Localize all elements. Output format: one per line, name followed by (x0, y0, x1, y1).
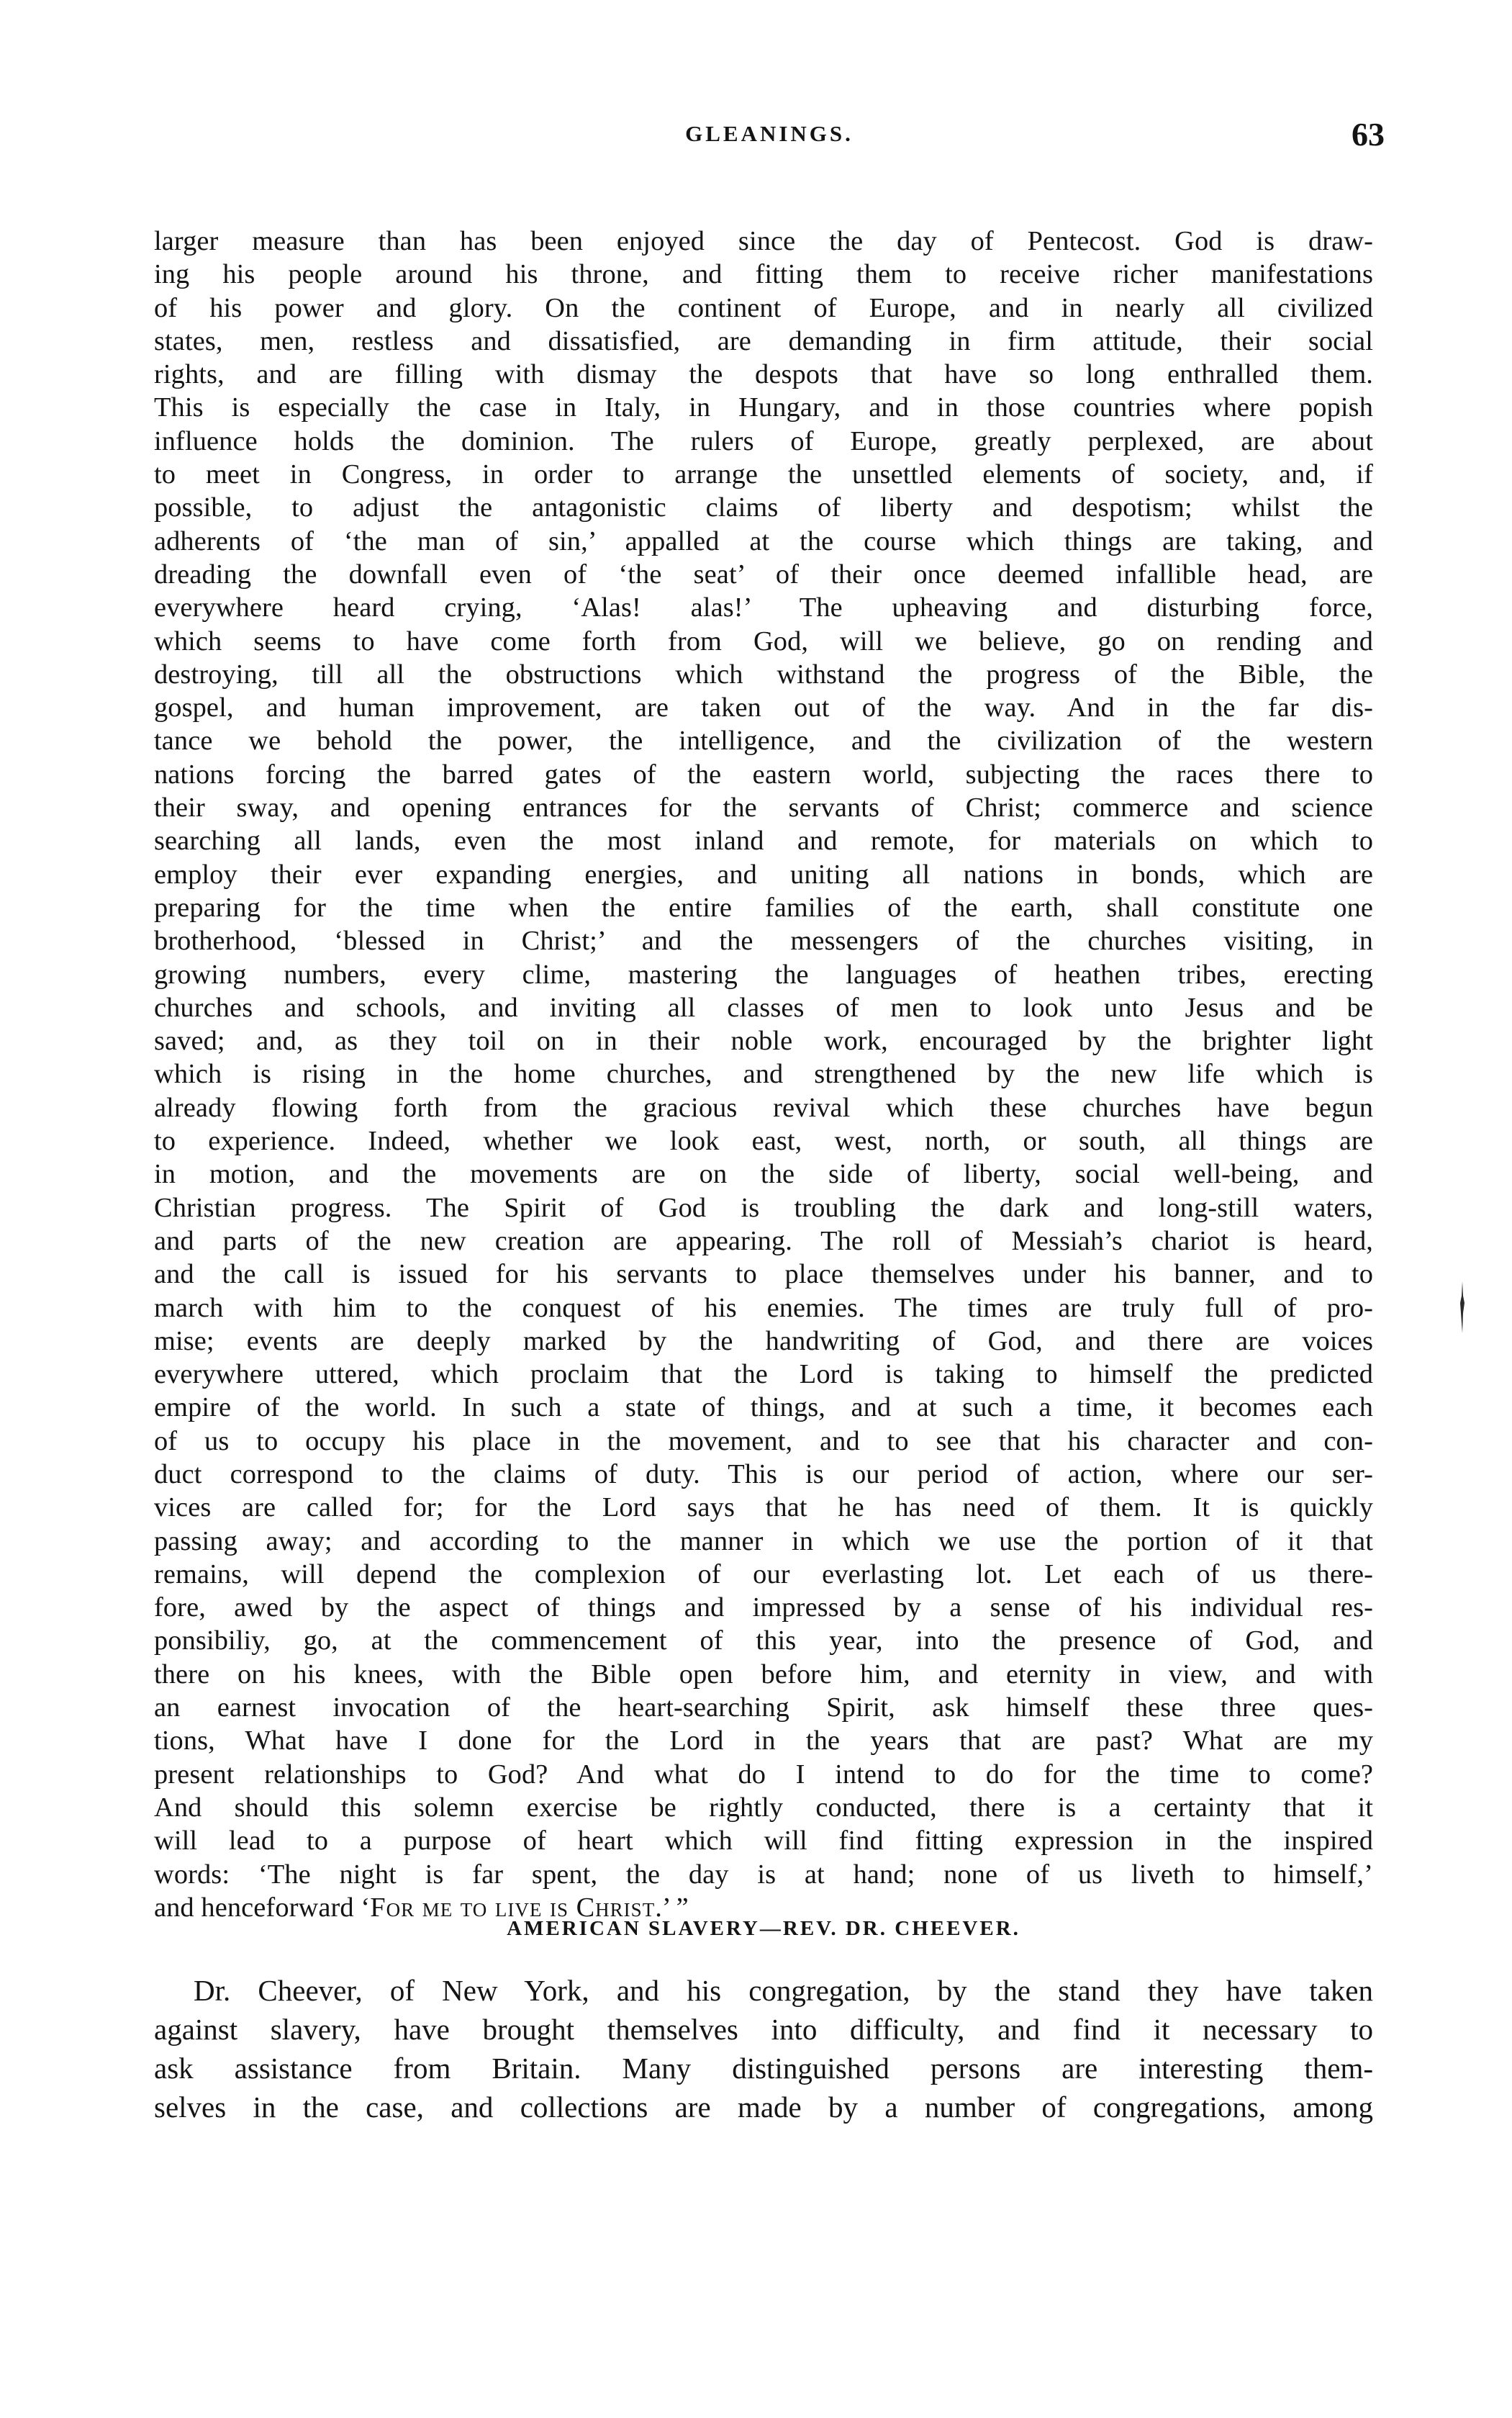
page-number: 63 (1352, 116, 1385, 153)
text-line: ing his people around his throne, and fitting them to receive richer manifestations (154, 259, 1373, 290)
text-line: ponsibiliy, go, at the commencement of this year, into the presence of God, and (154, 1625, 1373, 1656)
text-line: vices are called for; for the Lord says that he has need of them. It is quickly (154, 1492, 1373, 1523)
text-line: their sway, and opening entrances for the servants of Christ; commerce and science (154, 793, 1373, 824)
text-line: mise; events are deeply marked by the handwriting of God, and there are voices (154, 1325, 1373, 1356)
text-line: destroying, till all the obstructions which withstand the progress of the Bible, the (154, 659, 1373, 690)
text-line: which seems to have come forth from God, will we believe, go on rending and (154, 626, 1373, 657)
text-line: And should this solemn exercise be rightly conducted, there is a certainty that it (154, 1792, 1373, 1823)
margin-ink-mark (1458, 1281, 1467, 1333)
text-line: fore, awed by the aspect of things and impressed by a sense of his individual res- (154, 1592, 1373, 1623)
text-line: and the call is issued for his servants to place themselves under his banner, and to (154, 1259, 1373, 1290)
text-line: will lead to a purpose of heart which will find fitting expression in the inspired (154, 1826, 1373, 1857)
text-line: larger measure than has been enjoyed since the day of Pentecost. God is draw- (154, 226, 1373, 256)
text-line: passing away; and according to the manner in which we use the portion of it that (154, 1525, 1373, 1556)
text-line: everywhere heard crying, ‘Alas! alas!’ The upheaving and disturbing force, (154, 592, 1373, 623)
text-line: brotherhood, ‘blessed in Christ;’ and the messengers of the churches visiting, in (154, 926, 1373, 957)
text-line: churches and schools, and inviting all classes of men to look unto Jesus and be (154, 992, 1373, 1023)
closing-quote-smallcaps: For me to live is Christ (370, 1892, 656, 1923)
text-line: adherents of ‘the man of sin,’ appalled at the course which things are taking, and (154, 525, 1373, 556)
text-line: remains, will depend the complexion of our everlasting lot. Let each of us there- (154, 1558, 1373, 1589)
text-line: Dr. Cheever, of New York, and his congregation, by the stand they have taken (194, 1974, 1373, 2007)
text-line: there on his knees, with the Bible open before him, and eternity in view, and with (154, 1659, 1373, 1690)
text-line: an earnest invocation of the heart-searching Spirit, ask himself these three ques- (154, 1692, 1373, 1723)
text-line: influence holds the dominion. The rulers of Europe, greatly perplexed, are about (154, 425, 1373, 456)
text-line: selves in the case, and collections are made by a number of congregations, among (154, 2090, 1373, 2124)
text-line: in motion, and the movements are on the side of liberty, social well-being, and (154, 1159, 1373, 1190)
text-line: possible, to adjust the antagonistic claims of liberty and despotism; whilst the (154, 492, 1373, 523)
text-line: empire of the world. In such a state of things, and at such a time, it becomes each (154, 1392, 1373, 1423)
text-line: dreading the downfall even of ‘the seat’ of their once deemed infallible head, are (154, 559, 1373, 590)
article-body (154, 225, 1373, 1924)
text-line: against slavery, have brought themselves into difficulty, and find it necessary to (154, 2013, 1373, 2046)
text-line: duct correspond to the claims of duty. This is our period of action, where our ser- (154, 1458, 1373, 1489)
text-line: tance we behold the power, the intelligence, and the civilization of the western (154, 726, 1373, 757)
text-line: gospel, and human improvement, are taken out of the way. And in the far dis- (154, 693, 1373, 723)
text-line: which is rising in the home churches, and strengthened by the new life which is (154, 1059, 1373, 1090)
closing-suffix: .’ ” (655, 1892, 689, 1923)
text-line: to meet in Congress, in order to arrange the unsettled elements of society, and, if (154, 459, 1373, 490)
section-body (154, 1971, 1373, 2126)
running-title: GLEANINGS. (685, 121, 854, 146)
text-line: Christian progress. The Spirit of God is troubling the dark and long-still waters, (154, 1192, 1373, 1223)
running-head (154, 116, 1385, 164)
text-line: march with him to the conquest of his enemies. The times are truly full of pro- (154, 1292, 1373, 1323)
closing-prefix: and henceforward ‘ (154, 1892, 371, 1923)
text-line: states, men, restless and dissatisfied, are demanding in firm attitude, their social (154, 325, 1373, 356)
text-line: tions, What have I done for the Lord in the years that are past? What are my (154, 1725, 1373, 1756)
text-line: of us to occupy his place in the movement, and to see that his character and con- (154, 1425, 1373, 1456)
text-line: and parts of the new creation are appearing. The roll of Messiah’s chariot is heard, (154, 1225, 1373, 1256)
text-line: words: ‘The night is far spent, the day is at hand; none of us liveth to himself,’ (154, 1859, 1373, 1890)
text-line: ask assistance from Britain. Many distinguished persons are interesting them- (154, 2052, 1373, 2085)
text-line: to experience. Indeed, whether we look east, west, north, or south, all things are (154, 1126, 1373, 1157)
text-line: already flowing forth from the gracious revival which these churches have begun (154, 1092, 1373, 1123)
text-line: of his power and glory. On the continent of Europe, and in nearly all civilized (154, 292, 1373, 323)
text-line: growing numbers, every clime, mastering the languages of heathen tribes, erecting (154, 959, 1373, 990)
text-line: present relationships to God? And what do I intend to do for the time to come? (154, 1759, 1373, 1790)
text-line: employ their ever expanding energies, and uniting all nations in bonds, which are (154, 859, 1373, 890)
text-line: rights, and are filling with dismay the despots that have so long enthralled them. (154, 359, 1373, 390)
section-heading: AMERICAN SLAVERY—REV. DR. CHEEVER. (507, 1917, 1020, 1940)
text-line: nations forcing the barred gates of the eastern world, subjecting the races there to (154, 759, 1373, 790)
text-line: This is especially the case in Italy, in Hungary, and in those countries where popish (154, 392, 1373, 423)
text-line: everywhere uttered, which proclaim that the Lord is taking to himself the predicted (154, 1359, 1373, 1390)
text-line: saved; and, as they toil on in their noble work, encouraged by the brighter light (154, 1026, 1373, 1057)
text-line: preparing for the time when the entire families of the earth, shall constitute one (154, 892, 1373, 923)
text-line: searching all lands, even the most inland and remote, for materials on which to (154, 826, 1373, 857)
